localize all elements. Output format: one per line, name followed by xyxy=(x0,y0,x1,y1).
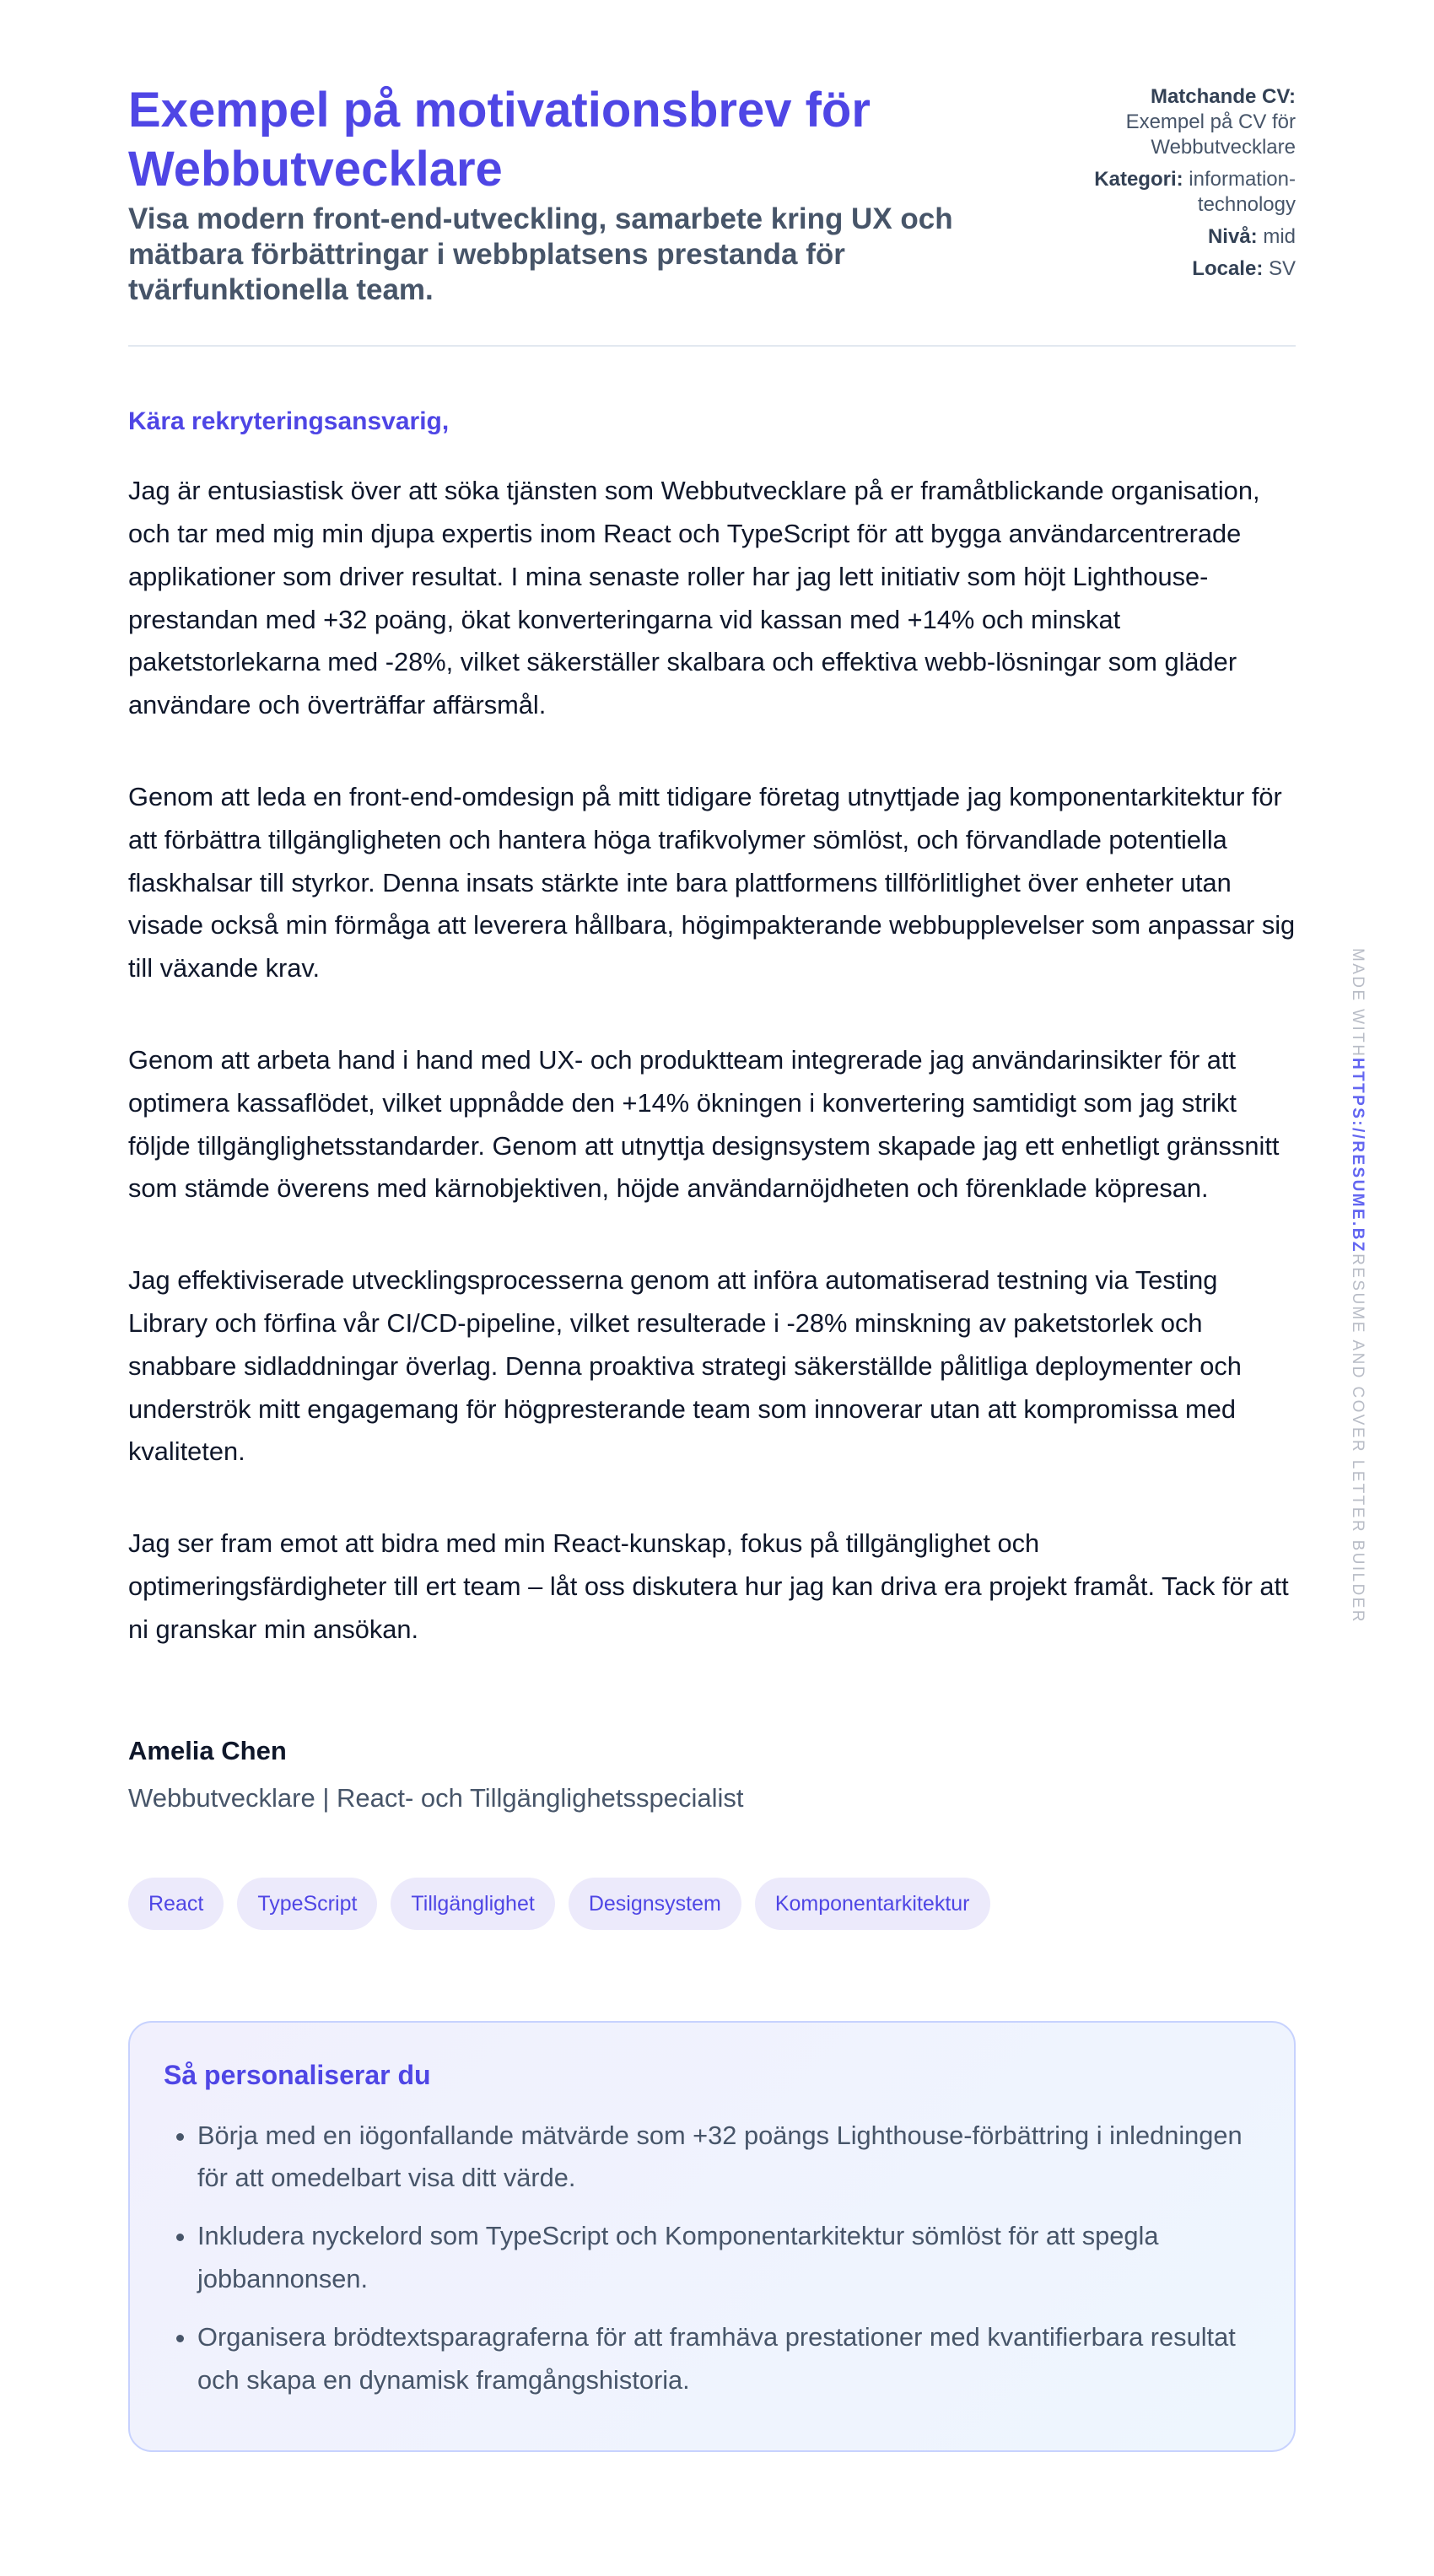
meta-cv xyxy=(1059,84,1296,160)
meta-level-label: Nivå: xyxy=(1207,225,1258,248)
letter-paragraph: Jag är entusiastisk över att söka tjänsten som Webbutvecklare på er framåtblickande organisation, och tar med mig min djupa expertis inom React och TypeScript för att bygga användarcentrerade applikationer som driver resultat. I mina senaste roller har jag lett initiativ som höjt Lighthouse-prestandan med +32 poäng, ökat konverteringarna vid kassan med +14% och minskat paketstorlekarna med -28%, vilket säkerställer skalbara och effektiva webb-lösningar som gläder användare och överträffar affärsmål. xyxy=(128,476,1260,720)
skill-tag: Komponentarkitektur xyxy=(755,1878,990,1930)
meta-locale-value: SV xyxy=(1268,257,1296,280)
header xyxy=(128,81,1296,347)
personalization-tips xyxy=(128,2021,1296,2453)
letter-paragraph: Jag effektiviserade utvecklingsprocesserna genom att införa automatiserad testning via Testing Library och förfina vår CI/CD-pipeline, vilket resulterade i -28% minskning av paketstorlek och snabbare sidladdningar överlag. Denna proaktiva strategi säkerställde pålitliga deploymenter och underströk mitt engagemang för högpresterande team som innoverar utan att kompromissa med kvaliteten. xyxy=(128,1265,1242,1467)
tips-list xyxy=(164,2115,1260,2402)
skill-tag: Designsystem xyxy=(569,1878,741,1930)
builder-label: RESUME AND COVER LETTER BUILDER xyxy=(1349,1253,1367,1624)
skill-tags xyxy=(128,1878,1296,1930)
meta-level xyxy=(1059,224,1296,250)
meta-locale xyxy=(1059,256,1296,282)
signature-name: Amelia Chen xyxy=(128,1735,287,1765)
signature-role: Webbutvecklare | React- och Tillgänglighetsspecialist xyxy=(128,1782,744,1813)
meta-info xyxy=(1059,81,1296,308)
made-with-banner xyxy=(1348,948,1367,1624)
tips-title: Så personaliserar du xyxy=(164,2059,431,2090)
meta-category xyxy=(1059,167,1296,218)
skill-tag: TypeScript xyxy=(237,1878,377,1930)
made-with-label: MADE WITH xyxy=(1349,948,1367,1059)
meta-category-label: Kategori: xyxy=(1094,168,1183,191)
letter-paragraph: Jag ser fram emot att bidra med min React-kunskap, fokus på tillgänglighet och optimeringsfärdigheter till ert team – låt oss diskutera hur jag kan driva era projekt framåt. Tack för att ni granskar min ansökan. xyxy=(128,1528,1289,1644)
resume-bz-link[interactable]: HTTPS://RESUME.BZ xyxy=(1349,1058,1367,1254)
meta-locale-label: Locale: xyxy=(1192,257,1264,280)
skill-tag: Tillgänglighet xyxy=(391,1878,554,1930)
skill-tag: React xyxy=(128,1878,224,1930)
page-subtitle: Visa modern front-end-utveckling, samarbete kring UX och mätbara förbättringar i webbplatsens prestanda för tvärfunktionella team. xyxy=(128,202,953,307)
meta-level-value: mid xyxy=(1263,225,1296,248)
tip-item: • Börja med en iögonfallande mätvärde som +32 poängs Lighthouse-förbättring i inledningen för att omedelbart visa ditt värde. xyxy=(197,2115,1260,2201)
page-title: Exempel på motivationsbrev för Webbutvecklare xyxy=(128,83,871,197)
letter-paragraph: Genom att arbeta hand i hand med UX- och produktteam integrerade jag användarinsikter för att optimera kassaflödet, vilket uppnådde den +14% ökningen i konvertering samtidigt som jag strikt följde tillgänglighetsstandarder. Genom att utnyttja designsystem skapade jag ett enhetligt gränssnitt som stämde överens med kärnobjektiven, höjde användarnöjdheten och förenklade köpresan. xyxy=(128,1044,1280,1204)
letter-paragraph: Genom att leda en front-end-omdesign på mitt tidigare företag utnyttjade jag komponentarkitektur för att förbättra tillgängligheten och hantera höga trafikvolymer sömlöst, och förvandlade potentiella flaskhalsar till styrkor. Denna insats stärkte inte bara plattformens tillförlitlighet över enheter utan visade också min förmåga att leverera hållbara, högimpakterande webbupplevelser som anpassar sig till växande krav. xyxy=(128,781,1296,984)
meta-cv-label: Matchande CV: xyxy=(1150,85,1296,108)
meta-category-value: information-technology xyxy=(1189,168,1296,216)
cover-letter-page xyxy=(128,81,1296,2452)
tip-item: • Organisera brödtextsparagraferna för att framhäva prestationer med kvantifierbara resultat och skapa en dynamisk framgångshistoria. xyxy=(197,2316,1260,2402)
tip-item: • Inkludera nyckelord som TypeScript och Komponentarkitektur sömlöst för att spegla jobbannonsen. xyxy=(197,2215,1260,2301)
greeting: Kära rekryteringsansvarig, xyxy=(128,407,450,436)
meta-cv-link[interactable]: Exempel på CV för Webbutvecklare xyxy=(1125,110,1296,159)
